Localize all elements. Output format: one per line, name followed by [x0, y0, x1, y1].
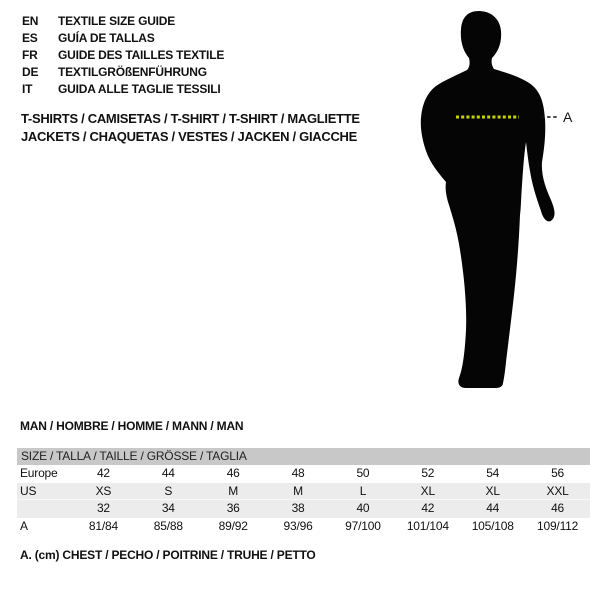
size-cell: 38: [291, 501, 305, 515]
row-label: Europe: [20, 466, 58, 480]
language-code: EN: [22, 14, 39, 28]
man-silhouette: [421, 11, 555, 388]
size-cell: 93/96: [283, 518, 313, 533]
size-cell: XS: [95, 483, 112, 498]
language-list: [22, 13, 224, 98]
size-cell: M: [228, 483, 239, 498]
language-code: ES: [22, 31, 38, 45]
table-row-europe: [17, 465, 590, 483]
garment-categories: [21, 110, 360, 146]
size-cell: 34: [161, 501, 175, 515]
language-row-it: [22, 81, 224, 98]
measurement-label-a: A: [563, 109, 573, 125]
size-cell: 109/112: [537, 518, 579, 533]
size-cell: 44: [161, 466, 175, 480]
size-cell: 54: [486, 466, 500, 480]
size-cell: 85/88: [153, 518, 183, 533]
size-table-header: SIZE / TALLA / TAILLE / GRÖSSE / TAGLIA: [17, 448, 590, 465]
language-label: GUIDA ALLE TAGLIE TESSILI: [58, 82, 221, 96]
table-row-numeric: [17, 500, 590, 518]
size-cell: 56: [551, 466, 565, 480]
language-label: TEXTILGRÖßENFÜHRUNG: [58, 65, 207, 79]
language-label: TEXTILE SIZE GUIDE: [58, 14, 176, 28]
size-cell: 40: [356, 501, 370, 515]
table-row-us: [17, 483, 590, 501]
category-tshirts: T-SHIRTS / CAMISETAS / T-SHIRT / T-SHIRT / MAGLIETTE: [21, 111, 360, 126]
measurement-footnote: A. (cm) CHEST / PECHO / POITRINE / TRUHE / PETTO: [20, 548, 316, 562]
language-row-de: [22, 64, 224, 81]
size-cell: 105/108: [471, 518, 514, 533]
size-cell: 42: [96, 466, 110, 480]
size-cell: XL: [420, 483, 435, 498]
size-cell: XL: [485, 483, 500, 498]
size-cell: 36: [226, 501, 240, 515]
size-cell: S: [164, 483, 173, 498]
size-table: [17, 448, 590, 535]
size-cell: 101/104: [406, 518, 449, 533]
language-row-fr: [22, 47, 224, 64]
size-cell: 50: [356, 466, 370, 480]
size-cell: 81/84: [88, 518, 118, 533]
row-label: [17, 500, 71, 518]
size-cell: XXL: [546, 483, 569, 498]
table-row-chest-a: [17, 518, 590, 536]
size-cell: M: [293, 483, 303, 498]
size-cell: 46: [226, 466, 240, 480]
size-cell: 89/92: [218, 518, 248, 533]
size-cell: L: [359, 483, 367, 498]
size-cell: 52: [421, 466, 435, 480]
size-cell: 42: [421, 501, 435, 515]
row-label: A: [20, 518, 28, 533]
language-row-es: [22, 30, 224, 47]
language-code: DE: [22, 65, 39, 79]
language-label: GUÍA DE TALLAS: [58, 31, 155, 45]
language-code: FR: [22, 48, 38, 62]
size-cell: 48: [291, 466, 305, 480]
section-heading-man: MAN / HOMBRE / HOMME / MANN / MAN: [20, 419, 244, 433]
size-cell: 46: [551, 501, 565, 515]
size-cell: 32: [96, 501, 110, 515]
language-row-en: [22, 13, 224, 30]
size-cell: 44: [486, 501, 500, 515]
man-silhouette-figure: [400, 0, 600, 400]
row-label: US: [20, 483, 37, 498]
language-label: GUIDE DES TAILLES TEXTILE: [58, 48, 225, 62]
category-jackets: JACKETS / CHAQUETAS / VESTES / JACKEN / GIACCHE: [21, 129, 357, 144]
language-code: IT: [22, 82, 33, 96]
size-cell: 97/100: [345, 518, 381, 533]
